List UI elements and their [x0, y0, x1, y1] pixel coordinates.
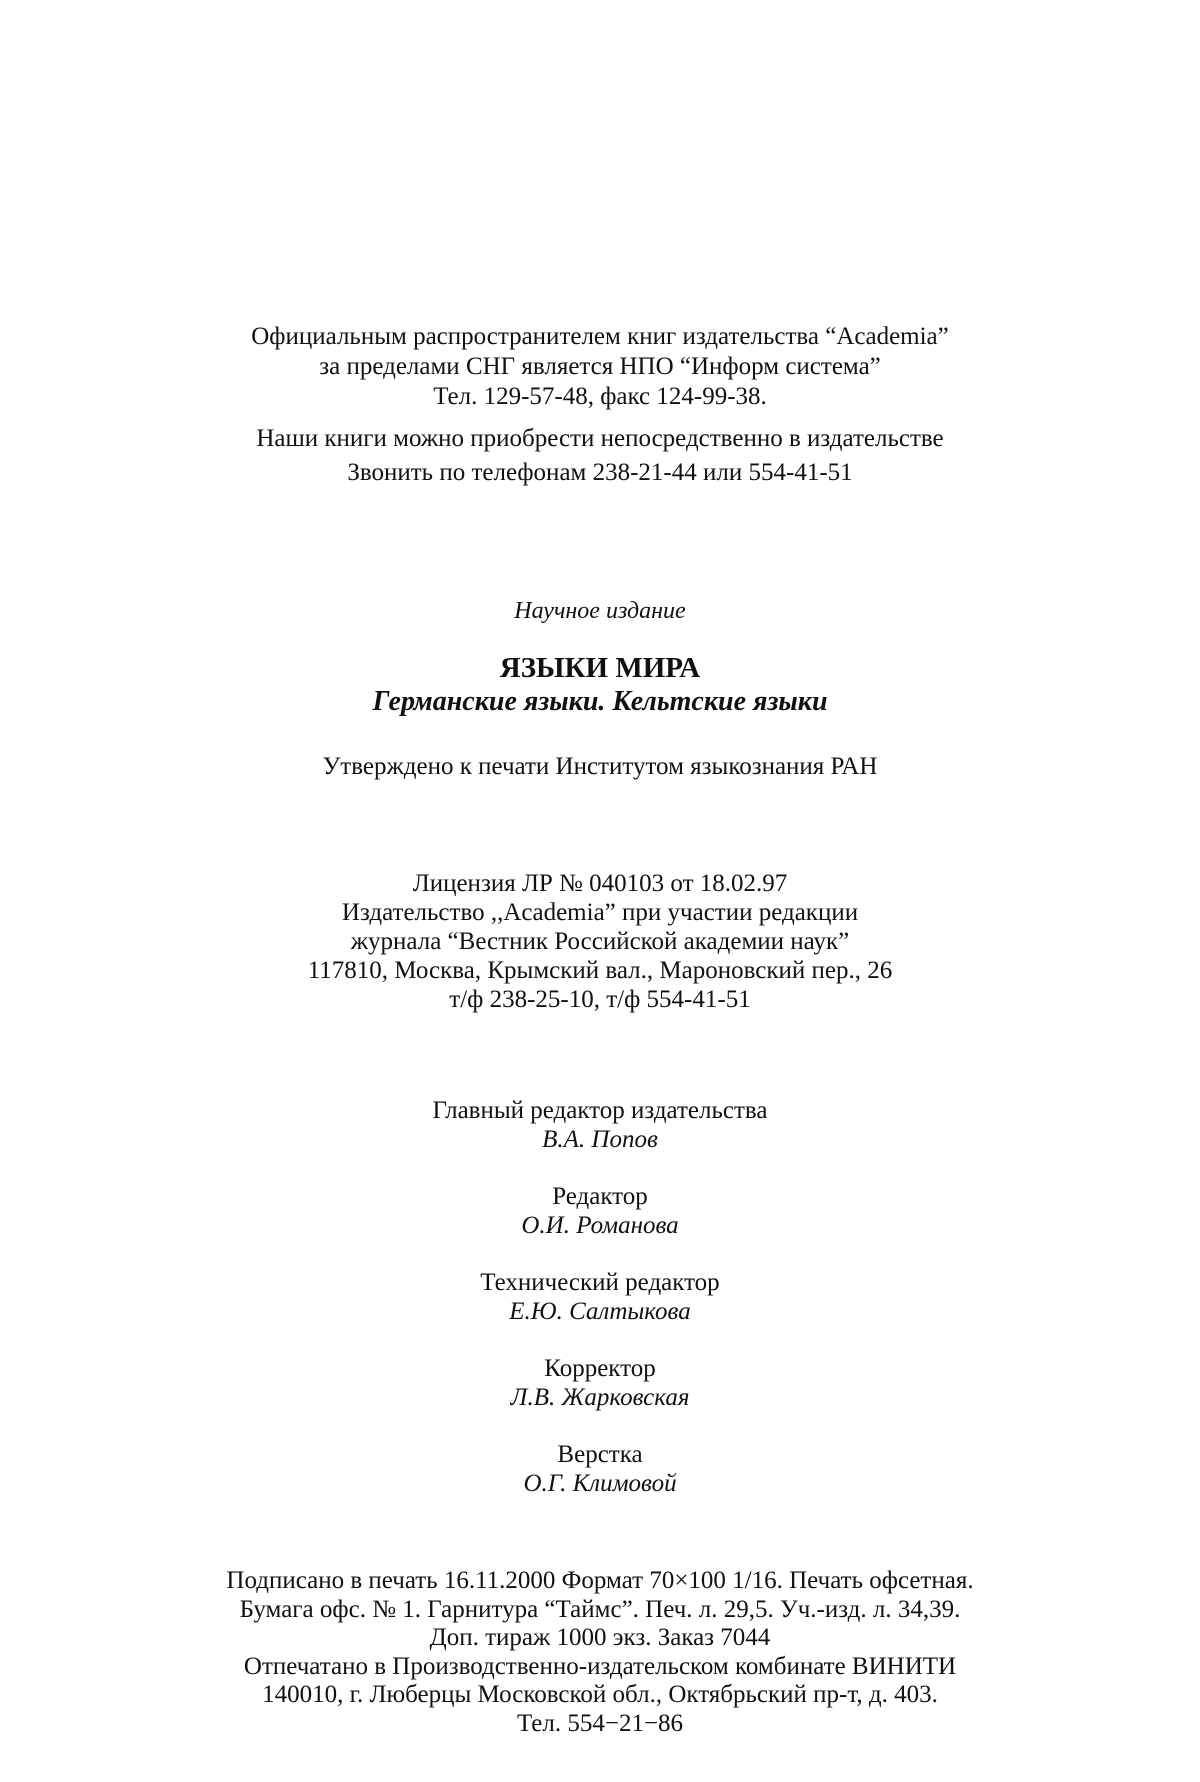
- credit-role: Верстка: [557, 1441, 643, 1468]
- distributor-line: за пределами СНГ является НПО “Информ система”: [319, 353, 881, 380]
- credit-role: Технический редактор: [480, 1269, 720, 1296]
- imprint-line: Отпечатано в Производственно-издательском комбинате ВИНИТИ: [243, 1652, 957, 1680]
- credit-name: Л.В. Жарковская: [510, 1384, 690, 1411]
- book-title-block: [0, 651, 1200, 719]
- credit-name: Е.Ю. Салтыкова: [509, 1298, 691, 1325]
- fax-line: т/ф 238-25-10, т/ф 554-41-51: [449, 986, 751, 1013]
- print-imprint: [0, 1567, 1200, 1738]
- journal-line: журнала “Вестник Российской академии наук”: [350, 928, 850, 955]
- purchase-phone-line: Звонить по телефонам 238-21-44 или 554-41-51: [347, 459, 853, 486]
- approval-text: Утверждено к печати Институтом языкознания РАН: [322, 753, 878, 780]
- purchase-note-line: Наши книги можно приобрести непосредственно в издательстве: [256, 425, 944, 452]
- approval-note: [0, 752, 1200, 781]
- imprint-line: Бумага офс. № 1. Гарнитура “Таймс”. Печ. л. 29,5. Уч.-изд. л. 34,39.: [239, 1595, 961, 1623]
- edition-type: [0, 597, 1200, 626]
- book-title: ЯЗЫКИ МИРА: [499, 652, 701, 684]
- license-line: Лицензия ЛР № 040103 от 18.02.97: [412, 870, 788, 897]
- distributor-notice: [0, 322, 1200, 488]
- publisher-line: Издательство ,,Academia” при участии редакции: [341, 899, 859, 926]
- license-block: [0, 869, 1200, 1014]
- credit-editor: [0, 1182, 1200, 1240]
- distributor-line: Официальным распространителем книг издательства “Academia”: [251, 323, 949, 350]
- credit-proofreader: [0, 1354, 1200, 1412]
- credit-name: О.И. Романова: [521, 1212, 679, 1239]
- edition-type-label: Научное издание: [514, 598, 686, 624]
- book-subtitle: Германские языки. Кельтские языки: [372, 686, 828, 717]
- credit-name: О.Г. Климовой: [523, 1470, 677, 1497]
- credit-chief-editor: [0, 1096, 1200, 1154]
- credit-technical-editor: [0, 1268, 1200, 1326]
- imprint-line: 140010, г. Люберцы Московской обл., Октябрьский пр-т, д. 403.: [262, 1681, 938, 1708]
- credit-name: В.А. Попов: [542, 1126, 658, 1153]
- credit-role: Корректор: [544, 1355, 656, 1382]
- imprint-line: Подписано в печать 16.11.2000 Формат 70×100 1/16. Печать офсетная.: [226, 1567, 974, 1594]
- credit-role: Редактор: [552, 1183, 648, 1210]
- distributor-phone-line: Тел. 129-57-48, факс 124-99-38.: [433, 383, 767, 410]
- imprint-line: Доп. тираж 1000 экз. Заказ 7044: [429, 1624, 771, 1651]
- editorial-credits: [0, 1096, 1200, 1526]
- address-line: 117810, Москва, Крымский вал., Мароновский пер., 26: [307, 957, 893, 984]
- credit-role: Главный редактор издательства: [432, 1097, 768, 1124]
- credit-layout: [0, 1440, 1200, 1498]
- imprint-line: Тел. 554−21−86: [516, 1709, 684, 1737]
